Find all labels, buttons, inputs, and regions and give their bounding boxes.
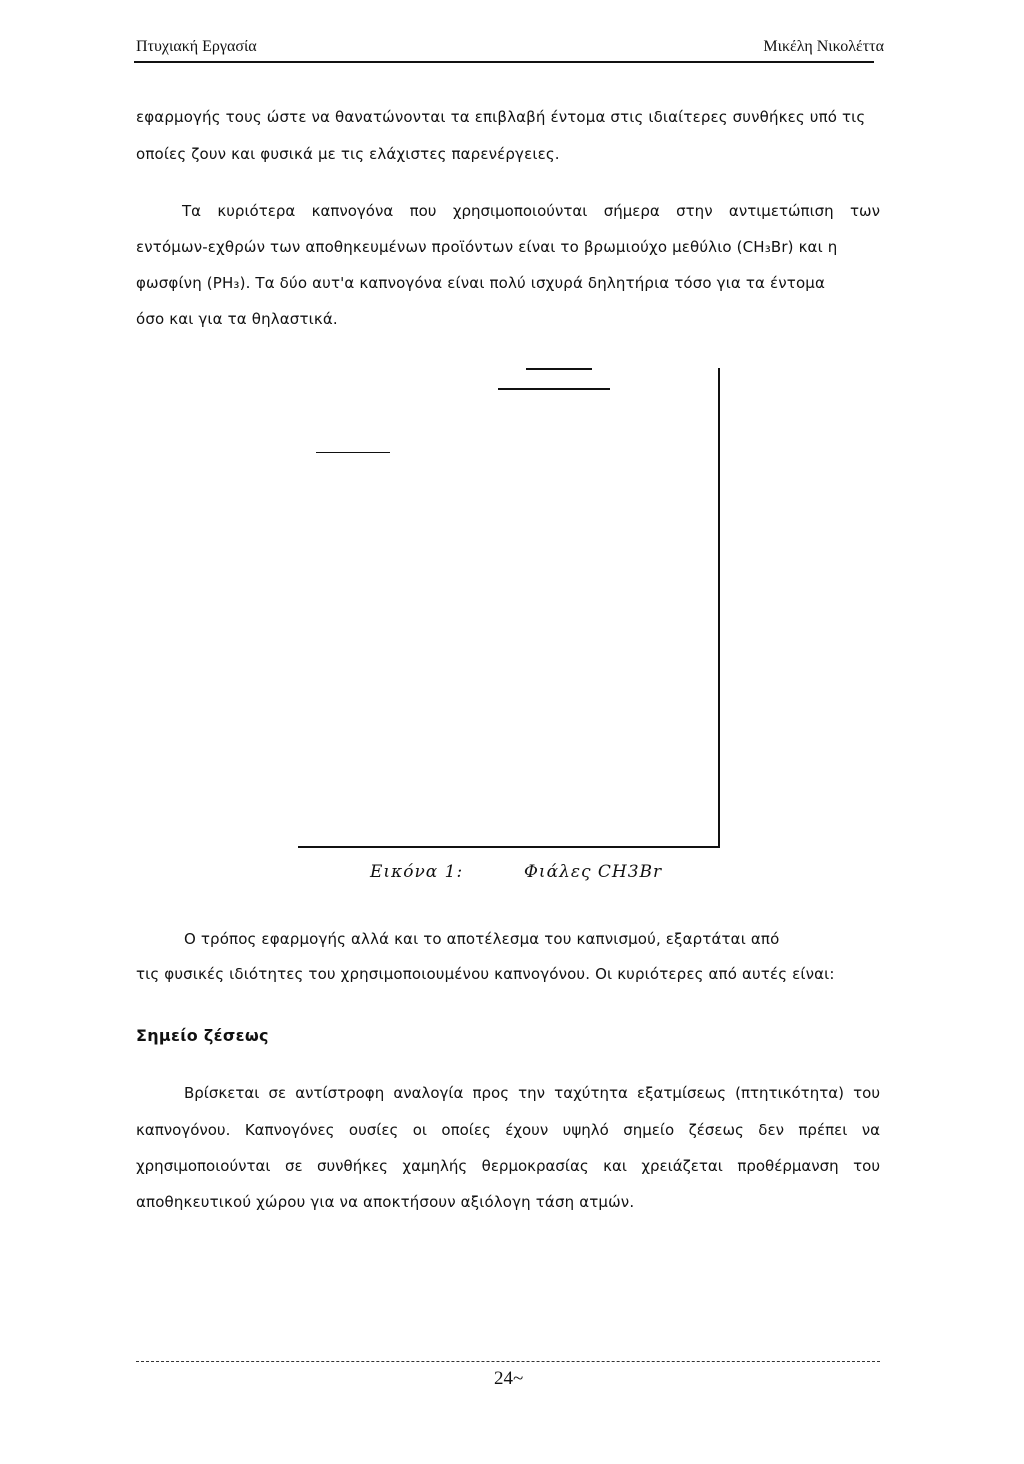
paragraph-3-line-1: Ο τρόπος εφαρμογής αλλά και το αποτέλεσμα του καπνισμού, εξαρτάται από [184, 930, 780, 948]
figure-caption-text: Φιάλες CH3Br [524, 862, 663, 882]
paragraph-2-line-2: εντόμων-εχθρών των αποθηκευμένων προϊόντων είναι το βρωμιούχο μεθύλιο (CH₃Br) και η [136, 238, 838, 256]
footer-rule [136, 1361, 880, 1362]
figure-bottom-border [298, 846, 720, 848]
paragraph-2-line-3: φωσφίνη (PH₃). Τα δύο αυτ'α καπνογόνα είναι πολύ ισχυρά δηλητήρια τόσο για τα έντομα [136, 274, 826, 292]
section-line-2: καπνογόνου. Καπνογόνες ουσίες οι οποίες έχουν υψηλό σημείο ζέσεως δεν πρέπει να [136, 1121, 880, 1139]
paragraph-1-line-2: οποίες ζουν και φυσικά με τις ελάχιστες παρενέργειες. [136, 145, 560, 163]
paragraph-1-line-1: εφαρμογής τους ώστε να θανατώνονται τα επιβλαβή έντομα στις ιδιαίτερες συνθήκες υπό τις [136, 108, 866, 126]
figure-right-border [718, 368, 720, 848]
figure-mark [526, 368, 592, 370]
page-number: 24~ [494, 1368, 524, 1389]
header-author: Μικέλη Νικολέττα [763, 38, 884, 55]
figure-mark [316, 452, 390, 453]
header-rule [134, 61, 874, 63]
section-line-3: χρησιμοποιούνται σε συνθήκες χαμηλής θερμοκρασίας και χρειάζεται προθέρμανση του [136, 1157, 880, 1175]
section-line-4: αποθηκευτικού χώρου για να αποκτήσουν αξιόλογη τάση ατμών. [136, 1193, 635, 1211]
paragraph-2-line-1: Τα κυριότερα καπνογόνα που χρησιμοποιούνται σήμερα στην αντιμετώπιση των [182, 202, 880, 220]
paragraph-2-line-4: όσο και για τα θηλαστικά. [136, 310, 338, 328]
figure-mark [498, 388, 610, 390]
paragraph-3-line-2: τις φυσικές ιδιότητες του χρησιμοποιουμένου καπνογόνου. Οι κυριότερες από αυτές είναι: [136, 965, 835, 983]
section-heading: Σημείο ζέσεως [136, 1026, 269, 1045]
section-line-1: Βρίσκεται σε αντίστροφη αναλογία προς την ταχύτητα εξατμίσεως (πτητικότητα) του [184, 1084, 880, 1102]
header-title: Πτυχιακή Εργασία [136, 38, 257, 55]
figure-image [298, 368, 720, 848]
figure-caption-label: Εικόνα 1: [370, 862, 464, 882]
